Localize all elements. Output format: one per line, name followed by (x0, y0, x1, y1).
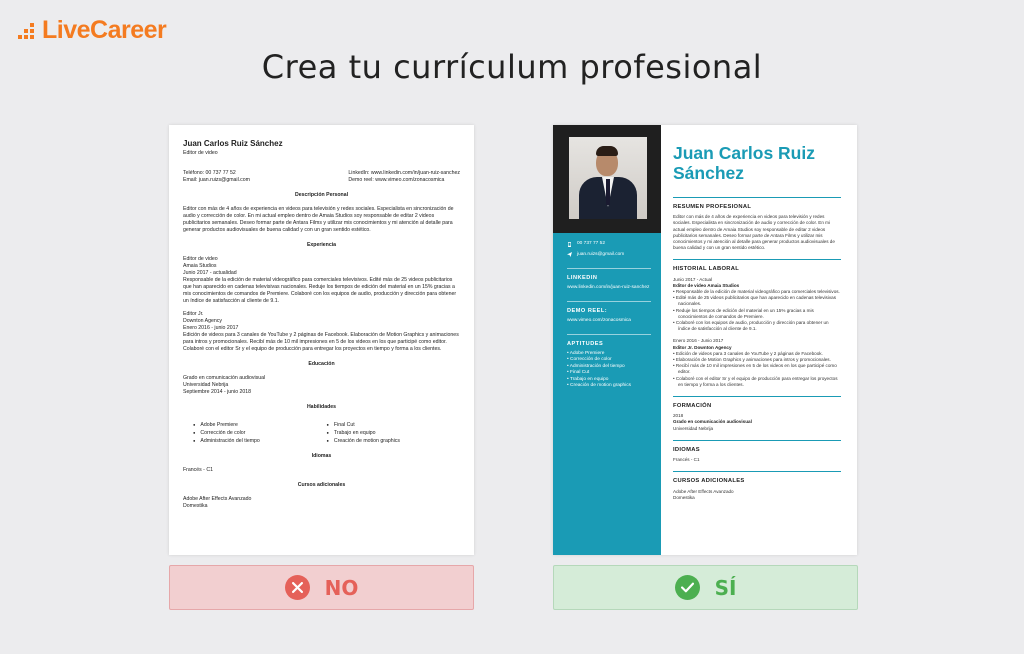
check-icon (675, 575, 700, 600)
plain-resume (169, 125, 474, 555)
verdict-no-label: NO (324, 575, 359, 600)
list-item: ● Corrección de color (193, 429, 327, 437)
plain-course-name: Adobe After Effects Avanzado (183, 496, 252, 502)
plain-section-heading: Experiencia (306, 242, 337, 248)
contact-email: juan.ruizs@gmail.com (567, 252, 651, 259)
job-title: Editor de video Amaia Studios (673, 282, 740, 288)
verdict-no-badge (169, 565, 474, 610)
section-heading: FORMACIÓN (673, 396, 841, 409)
list-item: • Administración del tiempo (567, 364, 651, 371)
profile-photo (569, 137, 647, 219)
plain-resume-phone: Teléfono: 00 737 77 52 (183, 170, 236, 176)
plain-edu-school: Universidad Nebrija (183, 382, 229, 388)
plain-section-heading: Cursos adicionales (297, 482, 346, 488)
verdict-si-badge (553, 565, 858, 610)
section-heading: CURSOS ADICIONALES (673, 471, 841, 484)
send-icon (567, 252, 572, 257)
plain-job-title: Editor de video (183, 256, 218, 262)
job-dates: Junio 2017 - Actual (673, 276, 713, 282)
plain-resume-email: Email: juan.ruizs@gmail.com (183, 177, 250, 183)
list-item: • Final Cut (567, 370, 651, 377)
page-title: Crea tu currículum profesional (261, 48, 763, 86)
list-item: ● Final Cut (327, 421, 461, 429)
list-item: • Adobe Premiere (567, 351, 651, 358)
list-item: • Corrección de color (567, 357, 651, 364)
plain-section-heading: Descripción Personal (294, 192, 349, 198)
list-item: • Reduje los tiempos de edición del material en un 15% gracias a mis conocimientos de comandos de Premiere. (673, 308, 841, 320)
close-icon (285, 575, 310, 600)
sidebar-linkedin: www.linkedin.com/in/juan-ruiz-sanchez (567, 284, 650, 290)
plain-language: Francés - C1 (183, 467, 213, 473)
edu-year: 2018 (673, 413, 684, 419)
sidebar-heading: LINKEDIN (567, 268, 651, 282)
course-name: Adobe After Effects Avanzado (673, 488, 734, 494)
phone-icon (567, 242, 572, 247)
job-bullets (673, 289, 841, 332)
plain-job-dates: Junio 2017 - actualidad (183, 270, 237, 276)
job-dates: Enero 2016 - Junio 2017 (673, 338, 724, 344)
course-school: Domestika (673, 494, 695, 500)
plain-job-text: Responsable de la edición de material videográfico para comerciales televisivos. Edité más de 25 videos publicitarios que han aparecido en cadenas televisivas nacionales. Reduje los tiempos de edición del material en un 15% gracias a mis conocimientos de comandos de Premiere. Colaboré con los equipos de audio, producción y dirección para obtener un índice de satisfacción al cliente de 9.1. (183, 277, 457, 304)
plain-section-heading: Habilidades (306, 404, 337, 410)
list-item: • Creación de motion graphics (567, 383, 651, 390)
list-item: • Recibí más de 10 mil impresiones en 5 de los videos en los que participé como editor. (673, 363, 841, 375)
list-item: • Edité más de 25 videos publicitarios que han aparecido en cadenas televisivas nacionales. (673, 295, 841, 307)
logo-text: LiveCareer (42, 16, 167, 44)
contact-phone: 00 737 77 52 (567, 241, 651, 248)
sidebar-heading: APTITUDES (567, 334, 651, 348)
plain-resume-linkedin: LinkedIn: www.linkedin.com/in/juan-ruiz-sanchez (348, 170, 460, 176)
plain-section-heading: Idiomas (311, 453, 332, 459)
sidebar-skills (567, 351, 651, 390)
list-item: • Trabajo en equipo (567, 377, 651, 384)
list-item: • Responsable de la edición de material videográfico para comerciales televisivos. (673, 289, 841, 295)
plain-edu-degree: Grado en comunicación audiovisual (183, 375, 266, 381)
plain-job-dates: Enero 2016 - junio 2017 (183, 325, 239, 331)
plain-section-heading: Educación (308, 361, 335, 367)
edu-school: Universidad Nebrija (673, 425, 714, 431)
list-item: • Colaboré con el editor Sr y el equipo de producción para entregar los proyectos en tiempo y forma a los clientes. (673, 376, 841, 388)
designed-resume (553, 125, 857, 555)
list-item: ● Administración del tiempo (193, 437, 327, 445)
list-item: • Colaboré con los equipos de audio, producción y dirección para obtener un índice de satisfacción al cliente de 9.1. (673, 320, 841, 332)
plain-resume-demo-reel: Demo reel: www.vimeo.com/zonacosmica (348, 177, 445, 183)
plain-skills-list (193, 421, 460, 445)
section-heading: IDIOMAS (673, 440, 841, 453)
designed-resume-name: Juan Carlos Ruiz Sánchez (673, 143, 815, 183)
list-item: • Edición de videos para 3 canales de YouTube y 2 páginas de Facebook. (673, 351, 841, 357)
plain-resume-contact (183, 170, 460, 184)
plain-resume-role: Editor de video (183, 150, 218, 156)
job-bullets (673, 351, 841, 388)
summary-text: Editor con más de 4 años de experiencia en videos para televisión y redes sociales. Especialista en sincronización de audio y corrección de color. En mi actual empleo dentro de Amaia Studios soy responsable de editar 2 videos publicitarios semanales. Deseo formar parte de Antara Films y utilizar mis conocimientos y mi atención al detalle para generar productos audiovisuales de buena calidad y con un gran sentido estético. (673, 214, 835, 251)
plain-edu-dates: Septiembre 2014 - junio 2018 (183, 389, 252, 395)
section-heading: HISTORIAL LABORAL (673, 259, 841, 272)
plain-course-school: Domestika (183, 503, 208, 509)
sidebar-heading: DEMO REEL: (567, 301, 651, 315)
section-heading: RESUMEN PROFESIONAL (673, 197, 841, 210)
plain-profile-text: Editor con más de 4 años de experiencia en videos para televisión y redes sociales. Especialista en sincronización de audio y corrección de color. En mi actual empleo dentro de Amaia Studios soy responsable de editar 2 videos publicitarios semanales. Deseo formar parte de Antara Films y utilizar mis conocimientos y mi atención al detalle para generar productos audiovisuales de buena calidad y con un gran sentido estético. (183, 206, 454, 233)
livecareer-logo[interactable] (16, 16, 166, 45)
resume-sidebar (553, 125, 661, 555)
plain-resume-name: Juan Carlos Ruiz Sánchez (183, 139, 283, 148)
plain-job-text: Edición de videos para 3 canales de YouTube y 2 páginas de Facebook. Elaboración de Motion Graphics y animaciones para intros y promocionales. Recibí más de 10 mil impresiones en 5 de los videos en los que participé como editor. Colaboré con el editor Sr y el equipo de producción para entregar los proyectos en tiempo y forma a los clientes. (183, 332, 459, 352)
resume-main (673, 143, 841, 501)
sidebar-demo: www.vimeo.com/zonacosmica (567, 317, 631, 323)
plain-job-title: Editor Jr. (183, 311, 204, 317)
plain-job-company: Amaia Studios (183, 263, 217, 269)
logo-dots-icon (16, 21, 38, 41)
language: Francés - C1 (673, 457, 700, 463)
edu-degree: Grado en comunicación audiovisual (673, 419, 752, 425)
verdict-si-label: SÍ (714, 575, 737, 600)
list-item: • Elaboración de Motion Graphics y animaciones para intros y promocionales. (673, 357, 841, 363)
list-item: ● Creación de motion graphics (327, 437, 461, 445)
list-item: ● Trabajo en equipo (327, 429, 461, 437)
job-title: Editor Jr. Downton Agency (673, 344, 732, 350)
list-item: ● Adobe Premiere (193, 421, 327, 429)
plain-job-company: Downton Agency (183, 318, 222, 324)
